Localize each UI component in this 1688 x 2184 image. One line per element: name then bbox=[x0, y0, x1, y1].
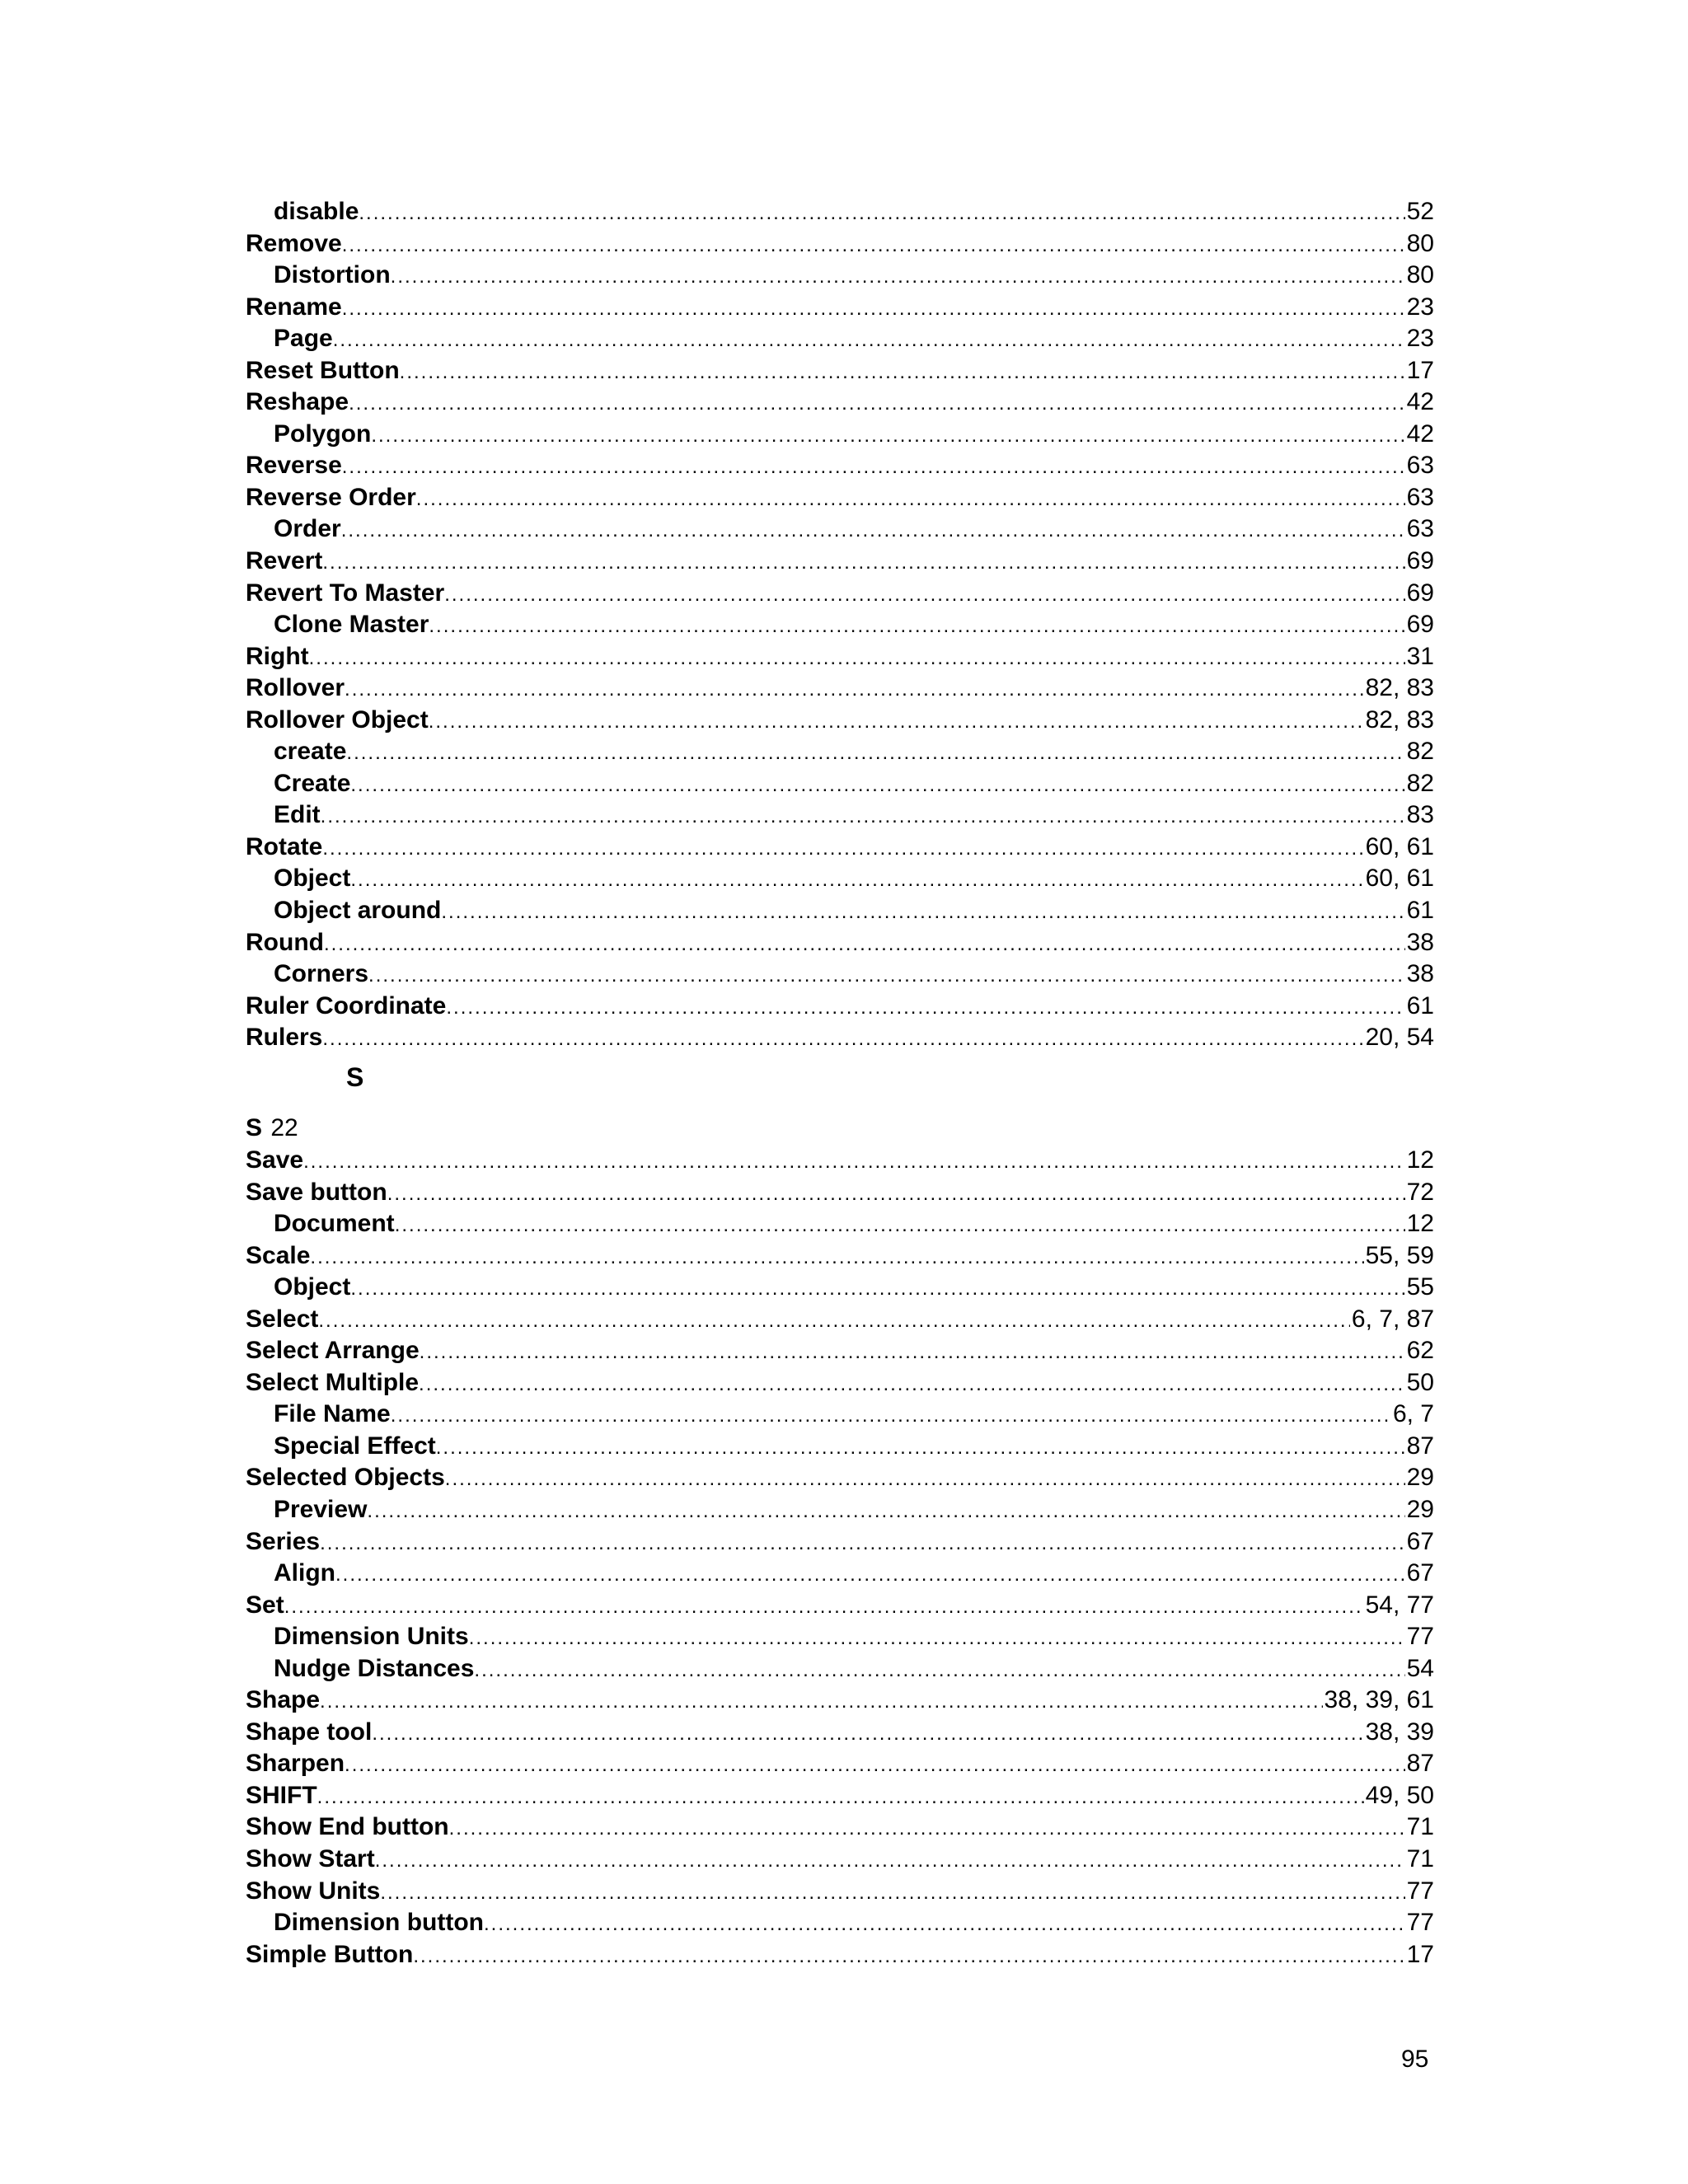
index-entry bbox=[246, 1145, 1434, 1177]
dot-leader bbox=[474, 1655, 1404, 1687]
index-entry bbox=[246, 1335, 1434, 1367]
index-entry bbox=[246, 768, 1434, 800]
index-pages: 77 bbox=[1406, 1623, 1434, 1651]
index-entry bbox=[246, 832, 1434, 864]
index-term: Order bbox=[274, 515, 341, 543]
index-pages: 29 bbox=[1406, 1464, 1434, 1492]
dot-leader bbox=[350, 770, 1404, 802]
index-entry bbox=[246, 1811, 1434, 1844]
index-pages: 38, 39 bbox=[1365, 1718, 1434, 1746]
index-pages: 50 bbox=[1406, 1368, 1434, 1396]
dot-leader bbox=[416, 484, 1405, 516]
index-entry bbox=[246, 1304, 1434, 1336]
index-pages: 63 bbox=[1406, 452, 1434, 480]
index-entry bbox=[246, 799, 1434, 832]
index-pages: 42 bbox=[1406, 388, 1434, 416]
index-term: Round bbox=[246, 928, 324, 956]
dot-leader bbox=[469, 1623, 1405, 1655]
index-list-s bbox=[246, 1145, 1434, 1971]
index-entry bbox=[246, 1177, 1434, 1209]
index-term: Edit bbox=[274, 801, 321, 829]
index-entry bbox=[246, 228, 1434, 260]
dot-leader bbox=[446, 992, 1404, 1024]
index-term: Clone Master bbox=[274, 611, 429, 639]
index-pages: 63 bbox=[1406, 483, 1434, 511]
index-entry bbox=[246, 1907, 1434, 1939]
dot-leader bbox=[359, 198, 1404, 230]
dot-leader bbox=[391, 1400, 1391, 1432]
index-term: Show Units bbox=[246, 1877, 381, 1905]
dot-leader bbox=[303, 1146, 1405, 1179]
index-pages: 61 bbox=[1406, 897, 1434, 925]
index-term: Right bbox=[246, 642, 309, 670]
index-entry bbox=[246, 1590, 1434, 1622]
index-pages: 23 bbox=[1406, 325, 1434, 353]
index-entry bbox=[246, 450, 1434, 482]
index-term: Reshape bbox=[246, 388, 349, 416]
index-entry bbox=[246, 387, 1434, 419]
dot-leader bbox=[333, 325, 1405, 357]
index-pages: 42 bbox=[1406, 419, 1434, 448]
index-entry bbox=[246, 1399, 1434, 1431]
index-entry bbox=[246, 1367, 1434, 1399]
dot-leader bbox=[391, 261, 1405, 293]
index-entry bbox=[246, 196, 1434, 228]
dot-leader bbox=[346, 738, 1404, 770]
index-entry bbox=[246, 1240, 1434, 1272]
index-pages: 69 bbox=[1406, 579, 1434, 607]
index-term: Document bbox=[274, 1210, 395, 1238]
index-term: Ruler Coordinate bbox=[246, 991, 447, 1019]
index-term: Special Effect bbox=[274, 1432, 436, 1460]
index-entry bbox=[246, 1621, 1434, 1653]
index-term: Page bbox=[274, 325, 333, 353]
index-pages: 71 bbox=[1406, 1845, 1434, 1873]
index-pages: 12 bbox=[1406, 1146, 1434, 1174]
index-term: disable bbox=[274, 198, 359, 225]
index-term: SHIFT bbox=[246, 1781, 317, 1809]
index-term: Reverse bbox=[246, 452, 342, 480]
index-term: Show End button bbox=[246, 1813, 449, 1841]
dot-leader bbox=[321, 801, 1405, 833]
index-term: Create bbox=[274, 769, 351, 797]
index-pages: 61 bbox=[1406, 991, 1434, 1019]
index-entry bbox=[246, 260, 1434, 292]
index-entry bbox=[246, 1462, 1434, 1494]
index-term: create bbox=[274, 738, 347, 766]
index-pages: 87 bbox=[1406, 1750, 1434, 1778]
index-term: S bbox=[246, 1114, 263, 1141]
dot-leader bbox=[345, 1750, 1405, 1782]
index-term: Dimension Units bbox=[274, 1623, 469, 1651]
dot-leader bbox=[341, 515, 1405, 547]
index-term: Select bbox=[246, 1305, 319, 1333]
index-entry bbox=[246, 1431, 1434, 1463]
index-pages: 69 bbox=[1406, 611, 1434, 639]
dot-leader bbox=[284, 1591, 1364, 1624]
dot-leader bbox=[445, 1464, 1405, 1496]
index-pages: 77 bbox=[1406, 1909, 1434, 1937]
index-pages: 17 bbox=[1406, 1940, 1434, 1968]
index-entry bbox=[246, 1208, 1434, 1240]
dot-leader bbox=[429, 611, 1404, 643]
index-pages: 23 bbox=[1406, 293, 1434, 321]
index-term: Revert bbox=[246, 547, 323, 575]
index-pages: 62 bbox=[1406, 1337, 1434, 1365]
dot-leader bbox=[342, 293, 1405, 326]
dot-leader bbox=[449, 1813, 1405, 1845]
dot-leader bbox=[444, 579, 1404, 612]
index-entry bbox=[246, 1876, 1434, 1908]
index-pages: 52 bbox=[1406, 198, 1434, 225]
index-entry bbox=[246, 673, 1434, 705]
index-pages: 82, 83 bbox=[1365, 674, 1434, 702]
index-term: Object around bbox=[274, 897, 442, 925]
index-term: Remove bbox=[246, 229, 342, 257]
dot-leader bbox=[350, 1273, 1404, 1305]
index-entry bbox=[246, 958, 1434, 991]
index-pages: 38 bbox=[1406, 928, 1434, 956]
index-entry bbox=[246, 705, 1434, 737]
index-entry bbox=[246, 1653, 1434, 1685]
index-entry bbox=[246, 927, 1434, 959]
index-term: Shape tool bbox=[246, 1718, 373, 1746]
section-heading: S bbox=[346, 1062, 364, 1092]
index-entry bbox=[246, 546, 1434, 578]
index-term: Rename bbox=[246, 293, 342, 321]
index-entry bbox=[246, 292, 1434, 324]
index-term: Reset Button bbox=[246, 356, 400, 384]
index-entry bbox=[246, 1494, 1434, 1526]
index-pages: 55, 59 bbox=[1365, 1241, 1434, 1269]
index-pages: 82 bbox=[1406, 769, 1434, 797]
index-pages: 60, 61 bbox=[1365, 865, 1434, 893]
dot-leader bbox=[372, 1718, 1363, 1750]
index-term: Sharpen bbox=[246, 1750, 345, 1778]
index-entry bbox=[246, 895, 1434, 927]
dot-leader bbox=[420, 1337, 1405, 1369]
index-entry bbox=[246, 991, 1434, 1023]
index-entry bbox=[246, 1685, 1434, 1717]
dot-leader bbox=[367, 1496, 1404, 1528]
index-pages: 29 bbox=[1406, 1496, 1434, 1524]
index-term: Rollover Object bbox=[246, 705, 429, 733]
index-list-r bbox=[246, 196, 1434, 1054]
index-term: Save bbox=[246, 1146, 304, 1174]
index-pages: 80 bbox=[1406, 229, 1434, 257]
dot-leader bbox=[419, 1369, 1405, 1401]
dot-leader bbox=[429, 706, 1364, 738]
index-term: Nudge Distances bbox=[274, 1654, 475, 1682]
index-entry bbox=[246, 513, 1434, 546]
dot-leader bbox=[317, 1782, 1364, 1814]
dot-leader bbox=[320, 1528, 1405, 1560]
dot-leader bbox=[436, 1432, 1405, 1465]
dot-leader bbox=[387, 1179, 1405, 1211]
index-term: Save button bbox=[246, 1178, 387, 1206]
index-entry bbox=[246, 1558, 1434, 1590]
dot-leader bbox=[318, 1305, 1350, 1338]
index-term: Rulers bbox=[246, 1024, 323, 1052]
index-entry bbox=[246, 578, 1434, 610]
dot-leader bbox=[322, 833, 1363, 865]
dot-leader bbox=[380, 1877, 1404, 1910]
dot-leader bbox=[324, 929, 1405, 961]
index-entry bbox=[246, 1717, 1434, 1749]
index-pages: 31 bbox=[1406, 642, 1434, 670]
index-entry bbox=[246, 609, 1434, 641]
index-entry bbox=[246, 1939, 1434, 1971]
dot-leader bbox=[322, 547, 1404, 579]
page-number: 95 bbox=[1401, 2046, 1429, 2073]
index-pages: 67 bbox=[1406, 1559, 1434, 1587]
index-term: Object bbox=[274, 865, 351, 893]
index-pages: 55 bbox=[1406, 1273, 1434, 1301]
index-term: Revert To Master bbox=[246, 579, 445, 607]
index-pages: 80 bbox=[1406, 261, 1434, 289]
index-pages: 12 bbox=[1406, 1210, 1434, 1238]
dot-leader bbox=[322, 1024, 1363, 1056]
index-pages: 6, 7 bbox=[1392, 1400, 1434, 1428]
index-pages: 82 bbox=[1406, 738, 1434, 766]
dot-leader bbox=[349, 388, 1405, 420]
index-entry bbox=[246, 1748, 1434, 1780]
index-term: Dimension button bbox=[274, 1909, 484, 1937]
dot-leader bbox=[395, 1210, 1405, 1242]
index-entry bbox=[246, 1272, 1434, 1304]
index-pages: 54, 77 bbox=[1365, 1591, 1434, 1619]
index-term: Rollover bbox=[246, 674, 345, 702]
index-pages: 60, 61 bbox=[1365, 832, 1434, 860]
dot-leader bbox=[350, 865, 1363, 897]
index-term: Corners bbox=[274, 960, 369, 988]
dot-leader bbox=[400, 357, 1405, 389]
index-term: Simple Button bbox=[246, 1940, 414, 1968]
index-term: Select Arrange bbox=[246, 1337, 420, 1365]
dot-leader bbox=[309, 643, 1405, 675]
dot-leader bbox=[342, 230, 1405, 262]
dot-leader bbox=[368, 960, 1405, 992]
dot-leader bbox=[342, 452, 1405, 484]
index-entry bbox=[246, 863, 1434, 895]
index-pages: 87 bbox=[1406, 1432, 1434, 1460]
index-term: Reverse Order bbox=[246, 483, 416, 511]
index-term: File Name bbox=[274, 1400, 391, 1428]
index-pages: 71 bbox=[1406, 1813, 1434, 1841]
index-term: Select Multiple bbox=[246, 1368, 420, 1396]
index-term: Set bbox=[246, 1591, 284, 1619]
index-pages: 38 bbox=[1406, 960, 1434, 988]
dot-leader bbox=[441, 897, 1404, 929]
index-pages: 49, 50 bbox=[1365, 1781, 1434, 1809]
index-term: Distortion bbox=[274, 261, 391, 289]
index-entry bbox=[246, 323, 1434, 355]
dot-leader bbox=[320, 1686, 1323, 1718]
index-pages: 77 bbox=[1406, 1877, 1434, 1905]
dot-leader bbox=[484, 1909, 1405, 1941]
index-entry-s bbox=[246, 1113, 298, 1145]
dot-leader bbox=[413, 1941, 1404, 1973]
index-entry bbox=[246, 1022, 1434, 1054]
index-term: Series bbox=[246, 1527, 321, 1555]
index-pages: 63 bbox=[1406, 515, 1434, 543]
index-pages: 38, 39, 61 bbox=[1324, 1686, 1434, 1714]
index-pages: 69 bbox=[1406, 547, 1434, 575]
index-entry bbox=[246, 1780, 1434, 1812]
index-term: Align bbox=[274, 1559, 335, 1587]
index-term: Preview bbox=[274, 1496, 368, 1524]
index-entry bbox=[246, 1526, 1434, 1558]
index-entry bbox=[246, 736, 1434, 768]
dot-leader bbox=[310, 1242, 1363, 1274]
index-pages: 82, 83 bbox=[1365, 705, 1434, 733]
index-entry bbox=[246, 1844, 1434, 1876]
index-term: Show Start bbox=[246, 1845, 375, 1873]
index-entry bbox=[246, 419, 1434, 451]
index-entry bbox=[246, 355, 1434, 387]
index-pages: 54 bbox=[1406, 1654, 1434, 1682]
index-pages: 22 bbox=[270, 1114, 298, 1141]
dot-leader bbox=[371, 420, 1404, 452]
index-term: Rotate bbox=[246, 832, 323, 860]
index-term: Scale bbox=[246, 1241, 311, 1269]
index-entry bbox=[246, 482, 1434, 514]
index-pages: 67 bbox=[1406, 1527, 1434, 1555]
index-pages: 72 bbox=[1406, 1178, 1434, 1206]
index-term: Polygon bbox=[274, 419, 372, 448]
index-entry bbox=[246, 641, 1434, 673]
index-term: Object bbox=[274, 1273, 351, 1301]
index-pages: 20, 54 bbox=[1365, 1024, 1434, 1052]
index-pages: 17 bbox=[1406, 356, 1434, 384]
dot-leader bbox=[375, 1845, 1405, 1877]
index-pages: 83 bbox=[1406, 801, 1434, 829]
dot-leader bbox=[335, 1559, 1405, 1591]
index-pages: 6, 7, 87 bbox=[1351, 1305, 1434, 1333]
dot-leader bbox=[345, 674, 1364, 706]
index-term: Shape bbox=[246, 1686, 321, 1714]
index-term: Selected Objects bbox=[246, 1464, 445, 1492]
